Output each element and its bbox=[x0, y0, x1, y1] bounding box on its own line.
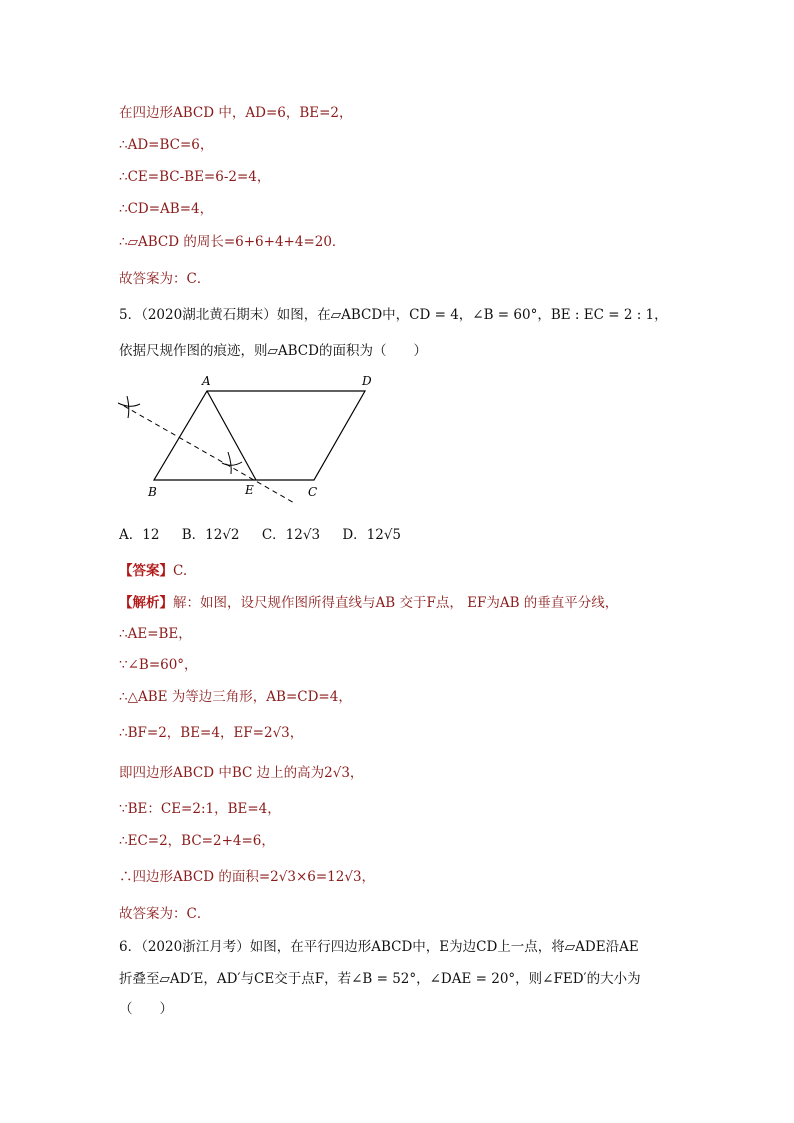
answer-line: 故答案为：C． bbox=[119, 271, 211, 287]
solution-line: ∴AD=BC=6， bbox=[119, 137, 214, 153]
label-e: E bbox=[245, 483, 254, 497]
solution-line: 在四边形ABCD 中，AD=6，BE=2， bbox=[119, 105, 353, 121]
label-d: D bbox=[362, 374, 372, 388]
analysis-tag: 【解析】 bbox=[119, 595, 173, 611]
construction-arc bbox=[127, 396, 129, 418]
label-c: C bbox=[308, 485, 318, 499]
label-a: A bbox=[202, 374, 211, 388]
label-b: B bbox=[148, 485, 157, 499]
analysis-text: 解：如图，设尺规作图所得直线与AB 交于F点， EF为AB 的垂直平分线， bbox=[173, 595, 619, 611]
question-6-stem: 6．（2020浙江月考）如图，在平行四边形ABCD中，E为边CD上一点，将▱ADE沿AE bbox=[119, 939, 639, 955]
option-d[interactable]: D．12√5 bbox=[342, 527, 402, 543]
question-6-blank: （ ） bbox=[119, 1001, 173, 1017]
solution-step: ∴BF=2，BE=4，EF=2√3， bbox=[119, 725, 304, 741]
construction-arc bbox=[228, 452, 231, 474]
parallelogram-outline bbox=[154, 391, 365, 480]
solution-line: ∴CD=AB=4， bbox=[119, 201, 214, 217]
answer-row bbox=[119, 562, 187, 580]
question-6-stem-cont: 折叠至▱AD′E，AD′与CE交于点F，若∠B = 52°，∠DAE = 20°，则∠FED′的大小为 bbox=[119, 971, 641, 987]
solution-step: ∴EC=2，BC=2+4=6， bbox=[119, 833, 275, 849]
option-c[interactable]: C．12√3 bbox=[261, 527, 321, 543]
answer-line: 故答案为：C． bbox=[119, 906, 211, 922]
solution-step: ∵BE：CE=2:1，BE=4， bbox=[119, 801, 281, 817]
solution-step: ∴△ABE 为等边三角形，AB=CD=4， bbox=[119, 689, 352, 705]
solution-line: ∴▱ABCD 的周长=6+6+4+4=20． bbox=[119, 234, 346, 250]
solution-step: ∴AE=BE， bbox=[119, 626, 192, 642]
solution-step: 即四边形ABCD 中BC 边上的高为2√3， bbox=[119, 765, 364, 781]
solution-step: ∵∠B=60°， bbox=[119, 657, 198, 673]
question-5-stem: 5．（2020湖北黄石期末）如图，在▱ABCD中，CD = 4，∠B = 60°，BE : EC = 2 : 1， bbox=[119, 307, 668, 323]
answer-tag: 【答案】 bbox=[119, 563, 173, 579]
parallelogram-figure bbox=[110, 370, 400, 510]
question-5-options bbox=[119, 526, 419, 544]
question-5-stem-cont: 依据尺规作图的痕迹，则▱ABCD的面积为（ ） bbox=[119, 343, 427, 359]
solution-line: ∴CE=BC-BE=6-2=4， bbox=[119, 169, 271, 185]
solution-step: ∴四边形ABCD 的面积=2√3×6=12√3， bbox=[119, 869, 376, 885]
option-a[interactable]: A．12 bbox=[119, 527, 160, 543]
option-b[interactable]: B．12√2 bbox=[181, 527, 240, 543]
construction-arc bbox=[222, 462, 242, 465]
answer-value: C. bbox=[173, 563, 188, 579]
analysis-row bbox=[119, 594, 618, 612]
